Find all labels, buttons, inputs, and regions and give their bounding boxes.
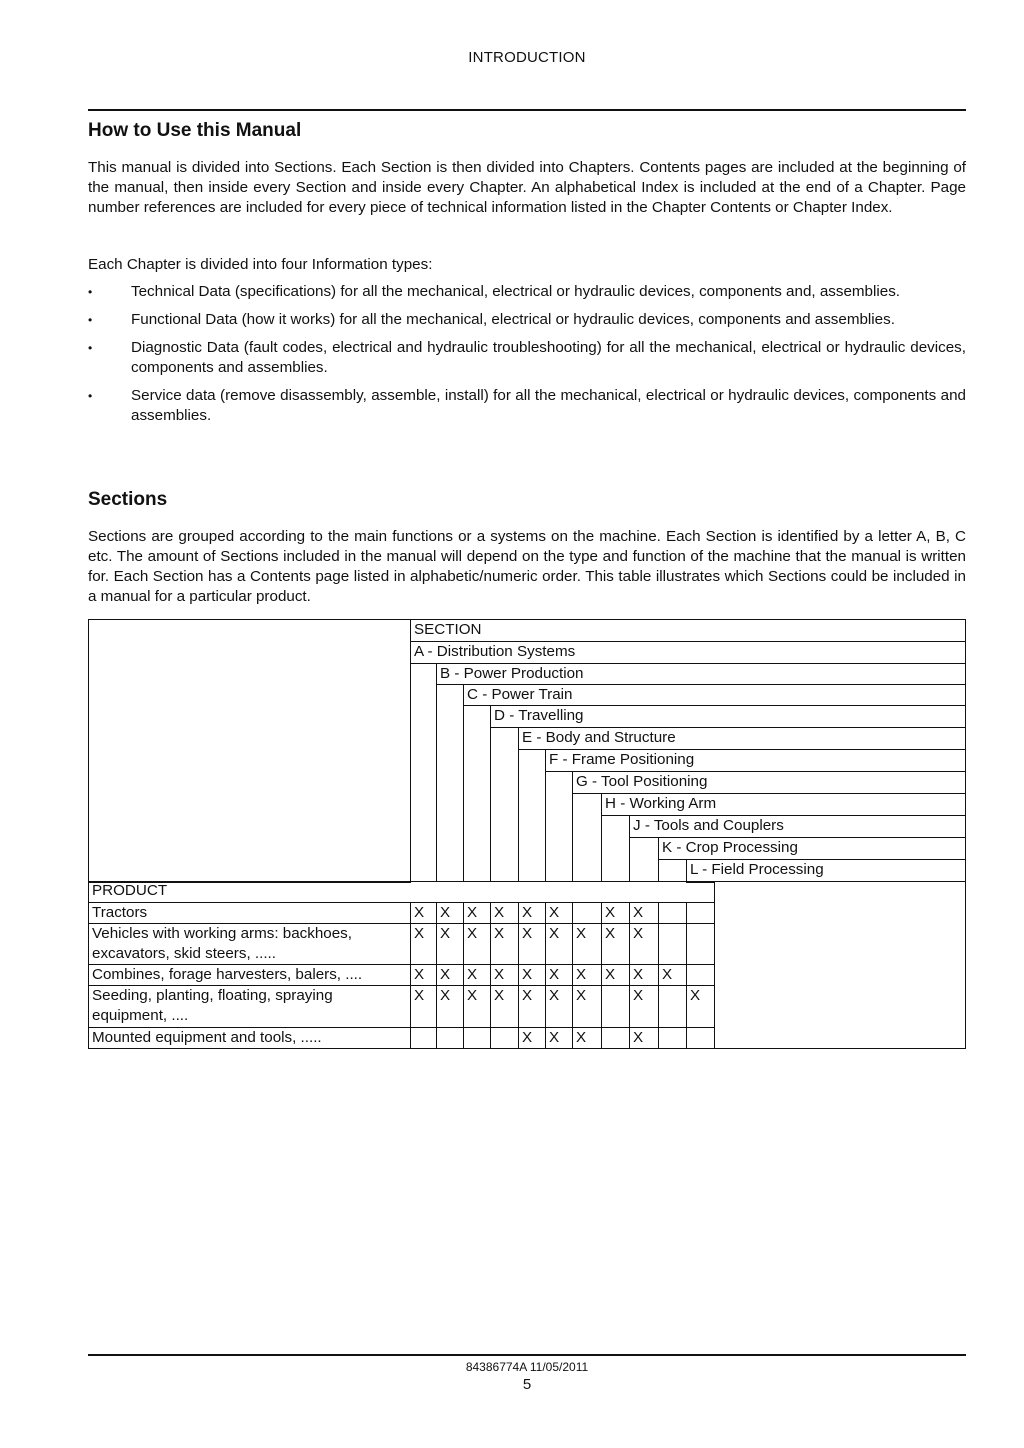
section-column-stub <box>463 705 491 882</box>
list-item-text: Technical Data (specifications) for all the mechanical, electrical or hydraulic devices, components and, assemblies. <box>131 283 901 300</box>
section-column-stub <box>518 749 546 882</box>
matrix-cell <box>518 902 546 924</box>
check-mark: X <box>576 966 587 983</box>
matrix-cell <box>410 1027 437 1049</box>
section-header-e <box>518 727 966 750</box>
list-item <box>88 386 966 426</box>
heading-how-to-use: How to Use this Manual <box>88 120 302 141</box>
check-mark: X <box>605 966 616 983</box>
page-header-title: INTRODUCTION <box>468 49 586 66</box>
matrix-cell <box>686 902 715 924</box>
section-label: A - Distribution Systems <box>414 643 576 660</box>
product-row <box>88 964 411 986</box>
matrix-cell <box>658 985 687 1028</box>
product-row <box>88 923 411 965</box>
list-item <box>88 310 966 330</box>
check-mark: X <box>576 1029 587 1046</box>
check-mark: X <box>522 987 533 1004</box>
section-label: G - Tool Positioning <box>576 773 708 790</box>
product-name: Vehicles with working arms: backhoes, excavators, skid steers, ..... <box>92 925 352 962</box>
section-column-stub <box>601 815 630 882</box>
check-mark: X <box>576 987 587 1004</box>
matrix-cell <box>629 1027 659 1049</box>
section-column-stub <box>490 727 519 882</box>
check-mark: X <box>440 925 451 942</box>
matrix-cell <box>436 923 464 965</box>
check-mark: X <box>494 904 505 921</box>
document-code: 84386774A 11/05/2011 <box>465 1360 589 1374</box>
section-column-stub <box>686 881 715 883</box>
section-column-stub <box>436 684 464 882</box>
section-column-stub <box>572 793 602 882</box>
matrix-right-blank <box>714 881 966 1049</box>
matrix-cell <box>518 1027 546 1049</box>
matrix-cell <box>658 1027 687 1049</box>
check-mark: X <box>522 925 533 942</box>
check-mark: X <box>467 904 478 921</box>
check-mark: X <box>440 987 451 1004</box>
list-item-text: Diagnostic Data (fault codes, electrical and hydraulic troubleshooting) for all the mechanical, electrical or hydraulic devices, components and assemblies. <box>131 339 966 376</box>
section-header-d <box>490 705 966 728</box>
check-mark: X <box>494 925 505 942</box>
matrix-cell <box>518 923 546 965</box>
section-header-g <box>572 771 966 794</box>
matrix-cell <box>601 964 630 986</box>
matrix-cell <box>410 923 437 965</box>
matrix-cell <box>658 964 687 986</box>
matrix-cell <box>463 902 491 924</box>
check-mark: X <box>633 987 644 1004</box>
heading-sections: Sections <box>88 489 168 510</box>
list-item-text: Service data (remove disassembly, assemble, install) for all the mechanical, electrical or hydraulic devices, components and assemblies. <box>131 387 966 424</box>
check-mark: X <box>414 966 425 983</box>
matrix-cell <box>686 923 715 965</box>
section-label: J - Tools and Couplers <box>633 817 784 834</box>
matrix-cell <box>436 1027 464 1049</box>
list-item-text: Functional Data (how it works) for all the mechanical, electrical or hydraulic devices, components and assemblies. <box>131 311 895 328</box>
section-column-stub <box>410 663 437 882</box>
section-header-h <box>601 793 966 816</box>
check-mark: X <box>414 925 425 942</box>
product-header-cell <box>88 881 411 883</box>
check-mark: X <box>522 1029 533 1046</box>
page-number: 5 <box>522 1376 532 1393</box>
section-header-l <box>686 859 966 882</box>
check-mark: X <box>522 904 533 921</box>
list-item <box>88 282 966 302</box>
section-header-label: SECTION <box>414 621 482 638</box>
product-row <box>88 1027 411 1049</box>
matrix-cell <box>545 1027 573 1049</box>
matrix-cell <box>463 964 491 986</box>
header-rule <box>88 109 966 111</box>
section-column-stub <box>545 771 573 882</box>
bullet-icon: • <box>88 285 93 299</box>
section-header-j <box>629 815 966 838</box>
check-mark: X <box>605 925 616 942</box>
matrix-cell <box>601 1027 630 1049</box>
matrix-cell <box>490 902 519 924</box>
matrix-cell <box>410 902 437 924</box>
bullet-icon: • <box>88 313 93 327</box>
matrix-cell <box>572 964 602 986</box>
matrix-cell <box>629 902 659 924</box>
section-label: L - Field Processing <box>690 861 824 878</box>
check-mark: X <box>662 966 673 983</box>
matrix-left-header <box>88 619 411 882</box>
matrix-cell <box>686 1027 715 1049</box>
section-label: K - Crop Processing <box>662 839 798 856</box>
check-mark: X <box>522 966 533 983</box>
product-row <box>88 985 411 1028</box>
section-label: E - Body and Structure <box>522 729 676 746</box>
info-types-lead: Each Chapter is divided into four Information types: <box>88 256 433 273</box>
matrix-cell <box>545 902 573 924</box>
matrix-cell <box>463 1027 491 1049</box>
check-mark: X <box>633 1029 644 1046</box>
matrix-cell <box>436 964 464 986</box>
section-header-f <box>545 749 966 772</box>
matrix-cell <box>436 985 464 1028</box>
check-mark: X <box>576 925 587 942</box>
matrix-cell <box>490 985 519 1028</box>
intro-paragraph: This manual is divided into Sections. Each Section is then divided into Chapters. Contents pages are included at the beginning of the manual, then inside every Section and inside every Chapter. An alphabetical Index is included at the end of a Chapter. Page number references are included for every piece of technical information listed in the Chapter Contents or Chapter Index. <box>88 159 966 216</box>
section-header-a <box>410 641 966 664</box>
matrix-cell <box>572 1027 602 1049</box>
check-mark: X <box>440 904 451 921</box>
check-mark: X <box>414 987 425 1004</box>
matrix-frame <box>88 619 966 1049</box>
section-header-c <box>463 684 966 706</box>
check-mark: X <box>605 904 616 921</box>
footer-rule <box>88 1354 966 1356</box>
matrix-cell <box>658 923 687 965</box>
bullet-icon: • <box>88 389 93 403</box>
product-name: Combines, forage harvesters, balers, .... <box>92 966 363 983</box>
section-column-stub <box>629 837 659 882</box>
matrix-cell <box>463 923 491 965</box>
matrix-cell <box>490 1027 519 1049</box>
product-name: Seeding, planting, floating, spraying equipment, .... <box>92 987 333 1024</box>
section-label: H - Working Arm <box>605 795 717 812</box>
section-header-b <box>436 663 966 685</box>
check-mark: X <box>467 925 478 942</box>
section-label: D - Travelling <box>494 707 584 724</box>
check-mark: X <box>633 904 644 921</box>
check-mark: X <box>440 966 451 983</box>
matrix-cell <box>518 985 546 1028</box>
matrix-cell <box>490 964 519 986</box>
matrix-cell <box>436 902 464 924</box>
check-mark: X <box>549 966 560 983</box>
matrix-cell <box>545 923 573 965</box>
check-mark: X <box>467 987 478 1004</box>
info-types-list <box>88 282 966 434</box>
check-mark: X <box>690 987 701 1004</box>
matrix-cell <box>518 964 546 986</box>
section-header-cell <box>410 619 966 642</box>
matrix-cell <box>686 964 715 986</box>
check-mark: X <box>549 925 560 942</box>
matrix-cell <box>463 985 491 1028</box>
matrix-cell <box>410 964 437 986</box>
product-header-label: PRODUCT <box>92 882 168 899</box>
matrix-cell <box>601 923 630 965</box>
section-label: C - Power Train <box>467 686 573 703</box>
matrix-cell <box>686 985 715 1028</box>
check-mark: X <box>549 987 560 1004</box>
section-label: F - Frame Positioning <box>549 751 695 768</box>
matrix-cell <box>410 985 437 1028</box>
matrix-cell <box>490 923 519 965</box>
matrix-cell <box>572 923 602 965</box>
list-item <box>88 338 966 378</box>
product-name: Tractors <box>92 904 148 921</box>
matrix-cell <box>545 985 573 1028</box>
check-mark: X <box>549 904 560 921</box>
check-mark: X <box>414 904 425 921</box>
matrix-cell <box>601 902 630 924</box>
matrix-cell <box>629 923 659 965</box>
product-name: Mounted equipment and tools, ..... <box>92 1029 322 1046</box>
section-column-stub <box>658 859 687 882</box>
section-header-k <box>658 837 966 860</box>
check-mark: X <box>549 1029 560 1046</box>
matrix-cell <box>629 985 659 1028</box>
matrix-cell <box>572 902 602 924</box>
matrix-cell <box>601 985 630 1028</box>
matrix-cell <box>658 902 687 924</box>
matrix-cell <box>629 964 659 986</box>
check-mark: X <box>494 966 505 983</box>
check-mark: X <box>467 966 478 983</box>
matrix-cell <box>545 964 573 986</box>
matrix-cell <box>572 985 602 1028</box>
sections-paragraph: Sections are grouped according to the main functions or a systems on the machine. Each Section is identified by a letter A, B, C etc. The amount of Sections included in the manual will depend on the type and function of the machine that the manual is written for. Each Section has a Contents page listed in alphabetic/numeric order. This table illustrates which Sections could be included in a manual for a particular product. <box>88 528 966 605</box>
check-mark: X <box>494 987 505 1004</box>
product-row <box>88 902 411 924</box>
check-mark: X <box>633 966 644 983</box>
section-label: B - Power Production <box>440 665 584 682</box>
check-mark: X <box>633 925 644 942</box>
bullet-icon: • <box>88 341 93 355</box>
